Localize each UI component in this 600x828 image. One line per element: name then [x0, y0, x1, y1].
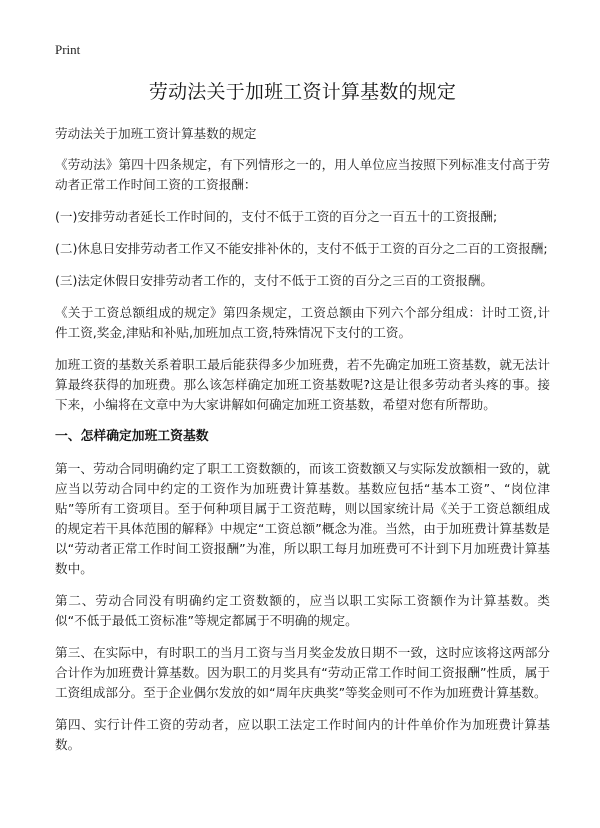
paragraph-item-three: (三)法定休假日安排劳动者工作的，支付不低于工资的百分之三百的工资报酬。 — [55, 273, 494, 288]
section-paragraph-second: 第二、劳动合同没有明确约定工资数额的，应当以职工实际工资额作为计算基数。类似“不低于最低工资标准”等规定都属于不明确的规定。 — [55, 593, 550, 628]
section-paragraph-first: 第一、劳动合同明确约定了职工工资数额的，而该工资数额又与实际发放额相一致的，就应当以劳动合同中约定的工资作为加班费计算基数。基数应包括“基本工资”、“岗位津贴”等所有工资项目。至于何种项目属于工资范畴，则以国家统计局《关于工资总额组成的规定若干具体范围的解释》中规定“工资总额”概念为准。当然，由于加班费计算基数是以“劳动者正常工作时间工资报酬”为准，所以职工每月加班费可不计到下月加班费计算基数中。 — [55, 461, 550, 576]
print-label: Print — [55, 42, 81, 57]
section-heading: 一、怎样确定加班工资基数 — [55, 429, 209, 444]
paragraph-wage-composition: 《关于工资总额组成的规定》第四条规定，工资总额由下列六个部分组成：计时工资,计件工资,奖金,津贴和补贴,加班加点工资,特殊情况下支付的工资。 — [55, 305, 550, 340]
document-subtitle: 劳动法关于加班工资计算基数的规定 — [55, 126, 257, 141]
paragraph-labor-law-article: 《劳动法》第四十四条规定，有下列情形之一的，用人单位应当按照下列标准支付高于劳动者正常工作时间工资的工资报酬： — [55, 157, 550, 192]
paragraph-item-two: (二)休息日安排劳动者工作又不能安排补休的，支付不低于工资的百分之二百的工资报酬; — [55, 241, 548, 256]
paragraph-item-one: (一)安排劳动者延长工作时间的，支付不低于工资的百分之一百五十的工资报酬; — [55, 209, 498, 224]
paragraph-introduction: 加班工资的基数关系着职工最后能获得多少加班费，若不先确定加班工资基数，就无法计算最终获得的加班费。那么该怎样确定加班工资基数呢?这是让很多劳动者头疼的事。接下来，小编将在文章中为大家讲解如何确定加班工资基数，希望对您有所帮助。 — [55, 357, 550, 412]
section-paragraph-fourth: 第四、实行计件工资的劳动者，应以职工法定工作时间内的计件单价作为加班费计算基数。 — [55, 717, 550, 752]
document-title: 劳动法关于加班工资计算基数的规定 — [148, 81, 457, 103]
section-paragraph-third: 第三、在实际中，有时职工的当月工资与当月奖金发放日期不一致，这时应该将这两部分合计作为加班费计算基数。因为职工的月奖具有“劳动正常工作时间工资报酬”性质，属于工资组成部分。至于企业偶尔发放的如“周年庆典奖”等奖金则可不作为加班费计算基数。 — [55, 645, 550, 700]
